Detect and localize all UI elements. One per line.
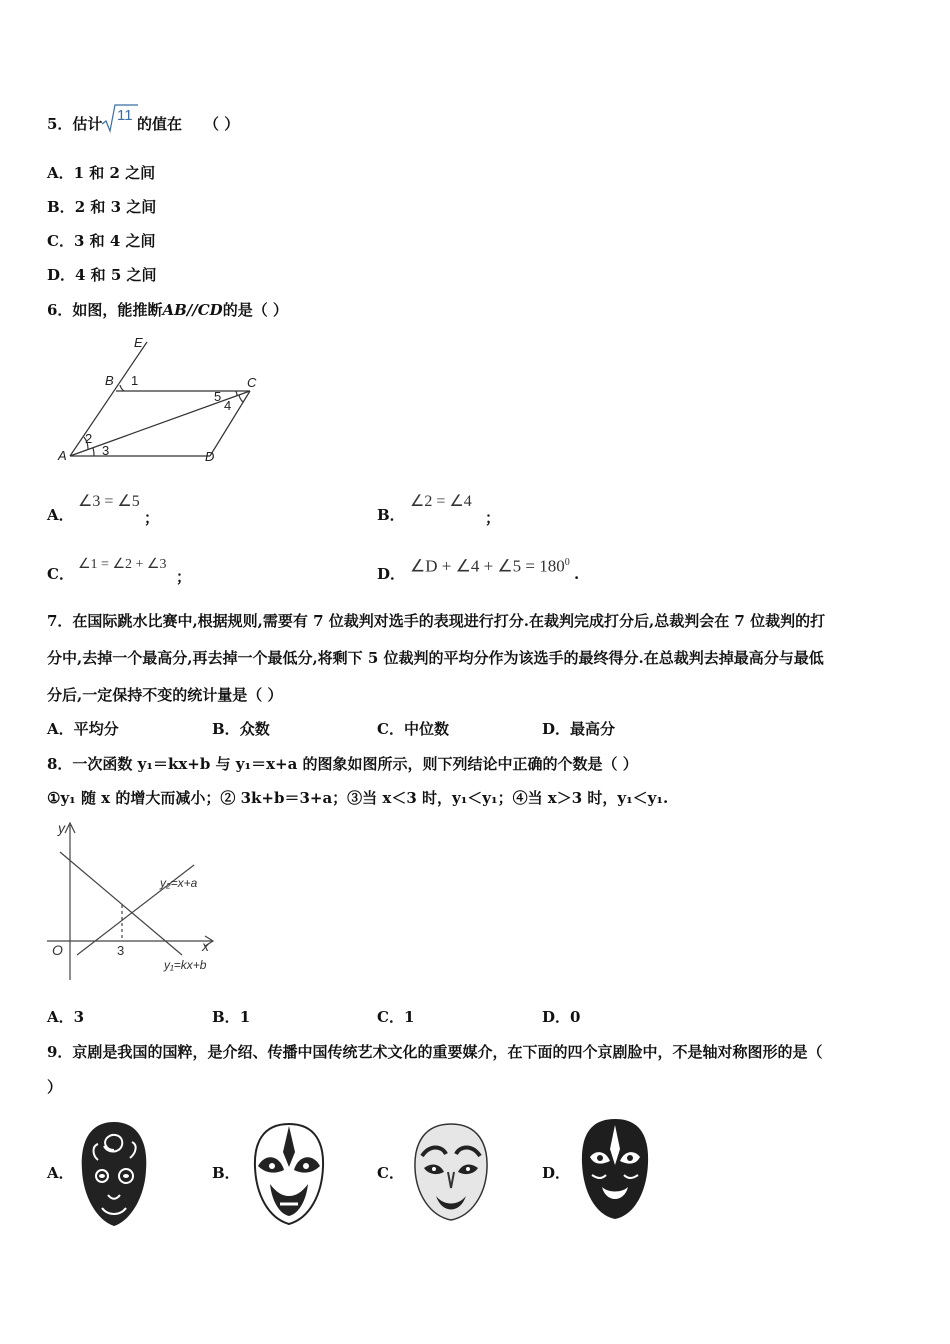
- label-angle-1: 1: [131, 373, 139, 388]
- q6-option-a-math: ∠3 = ∠5: [78, 493, 140, 510]
- opera-mask-b[interactable]: [250, 1122, 328, 1226]
- q8-option-c[interactable]: C．1: [377, 1008, 415, 1026]
- arc-3: [93, 448, 94, 456]
- q6-stem-math: AB//CD: [162, 301, 223, 319]
- q7-option-b[interactable]: B．众数: [212, 720, 270, 738]
- q5-option-a[interactable]: A．1 和 2 之间: [47, 164, 156, 182]
- q6-option-c-math: ∠1 = ∠2 + ∠3: [78, 557, 167, 572]
- q6-figure: [50, 335, 270, 470]
- q9-option-b[interactable]: B．: [212, 1164, 240, 1182]
- label-d: D: [205, 449, 215, 464]
- q7-option-c[interactable]: C．中位数: [377, 720, 449, 738]
- q6-option-d[interactable]: D．: [377, 565, 406, 583]
- q6-option-d-math: ∠D + ∠4 + ∠5 = $180^0$: [410, 556, 570, 576]
- q5-option-d[interactable]: D．4 和 5 之间: [47, 266, 157, 284]
- label-angle-3: 3: [102, 443, 110, 458]
- sqrt-symbol: [100, 102, 140, 134]
- q5-paren: （ ）: [204, 115, 240, 133]
- q8-line1: 8．一次函数 y₁＝kx+b 与 y₁＝x+a 的图象如图所示，则下列结论中正确的个数是（ ）: [47, 755, 638, 773]
- x-axis-label: x: [202, 938, 209, 954]
- label-e: E: [134, 335, 143, 350]
- q5-stem-pre: 5．估计: [47, 115, 103, 133]
- q5-option-b[interactable]: B．2 和 3 之间: [47, 198, 157, 216]
- q9-option-a[interactable]: A．: [47, 1164, 74, 1182]
- q5-option-c[interactable]: C．3 和 4 之间: [47, 232, 156, 250]
- label-angle-4: 4: [224, 398, 232, 413]
- y2-label: y₂=x+a: [160, 876, 198, 890]
- opera-mask-d[interactable]: [578, 1117, 652, 1221]
- y-axis-label: y: [58, 820, 65, 836]
- origin-label: O: [52, 942, 63, 958]
- q6-option-b-math: ∠2 = ∠4: [410, 493, 472, 510]
- line-ae: [70, 342, 147, 456]
- q9-option-c[interactable]: C．: [377, 1164, 404, 1182]
- q7-line2: 分中,去掉一个最高分,再去掉一个最低分,将剩下 5 位裁判的平均分作为该选手的最终得分.在总裁判去掉最高分与最低: [47, 649, 824, 667]
- q9-line2: ）: [47, 1078, 63, 1096]
- q6-stem: 6．如图，能推断AB//CD的是（ ）: [47, 301, 288, 319]
- q6-option-c[interactable]: C．: [47, 565, 74, 583]
- q7-option-d[interactable]: D．最高分: [542, 720, 616, 738]
- q6-option-a[interactable]: A．: [47, 506, 74, 524]
- line-ac: [70, 391, 250, 456]
- q8-option-b[interactable]: B．1: [212, 1008, 251, 1026]
- label-a: A: [58, 448, 67, 463]
- opera-mask-a[interactable]: [78, 1120, 150, 1228]
- q5-stem-post: 的值在: [137, 115, 183, 133]
- line-y1: [60, 852, 182, 955]
- q6-option-b[interactable]: B．: [377, 506, 405, 524]
- q8-graph: [42, 815, 232, 980]
- q7-line3: 分后,一定保持不变的统计量是（ ）: [47, 686, 283, 704]
- label-angle-2: 2: [85, 431, 93, 446]
- arc-4: [239, 395, 243, 402]
- q8-line2: ①y₁ 随 x 的增大而减小；② 3k+b＝3+a；③当 x＜3 时，y₁＜y₁；④当 x＞3 时，y₁＜y₁.: [47, 789, 669, 807]
- label-angle-5: 5: [214, 389, 222, 404]
- sqrt-radicand: 11: [117, 107, 133, 124]
- q8-option-a[interactable]: A．3: [47, 1008, 85, 1026]
- q7-option-a[interactable]: A．平均分: [47, 720, 119, 738]
- label-b: B: [105, 373, 114, 388]
- arc-1: [120, 385, 124, 391]
- opera-mask-c[interactable]: [410, 1122, 492, 1222]
- q7-line1: 7．在国际跳水比赛中,根据规则,需要有 7 位裁判对选手的表现进行打分.在裁判完成打分后,总裁判会在 7 位裁判的打: [47, 612, 826, 630]
- q8-option-d[interactable]: D．0: [542, 1008, 581, 1026]
- q9-option-d[interactable]: D．: [542, 1164, 571, 1182]
- tick-3: 3: [117, 943, 125, 958]
- arc-5: [236, 391, 237, 396]
- q9-line1: 9．京剧是我国的国粹，是介绍、传播中国传统艺术文化的重要媒介，在下面的四个京剧脸中，不是轴对称图形的是（: [47, 1043, 823, 1061]
- label-c: C: [247, 375, 257, 390]
- y1-label: y₁=kx+b: [164, 958, 207, 972]
